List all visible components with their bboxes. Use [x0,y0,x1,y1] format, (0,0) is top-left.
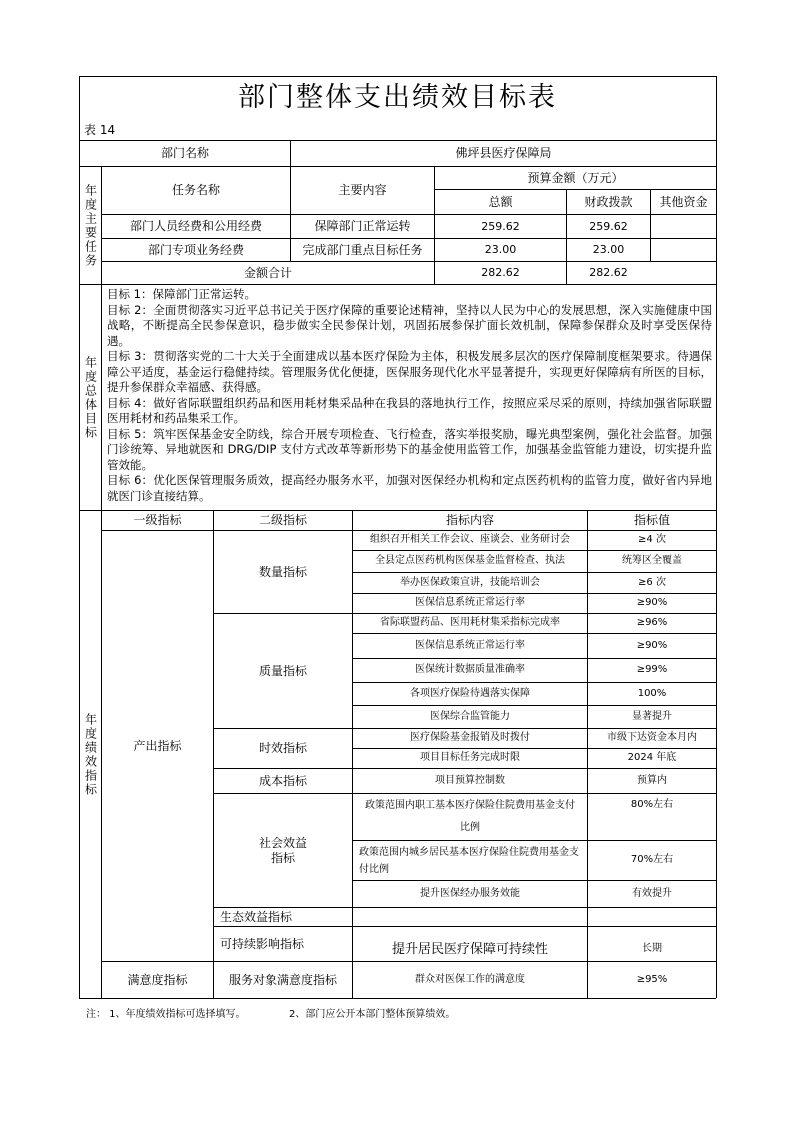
fiscal-header: 财政拨款 [584,194,633,209]
footnote-1: 注： 1、年度绩效指标可选择填写。 [86,1009,246,1020]
indicator-content: 组织召开相关工作会议、座谈会、业务研讨会 [370,534,570,546]
task-other [651,215,716,238]
indicator-value: 预算内 [637,774,667,786]
indicator-value: 市级下达资金本月内 [607,732,697,744]
indicator-value: 有效提升 [632,887,672,899]
indicator-content: 医保综合监管能力 [430,710,510,722]
perf-label: 年度绩效指标 [83,712,98,797]
indicator-content: 医疗保险基金报销及时拨付 [410,732,530,744]
indicator-value: 显著提升 [632,710,672,722]
indicator-value: 统筹区全覆盖 [622,555,682,567]
task-fiscal: 23.00 [592,243,625,257]
indicator-content [353,908,587,926]
sum-fiscal: 282.62 [589,266,628,280]
indicator-value: 2024 年底 [627,752,677,764]
indicator-value: 100% [637,687,667,699]
level1-header: 一级指标 [133,513,182,527]
indicator-value: 80%左右 [630,799,674,811]
indicator-value: ≥4 次 [638,534,666,546]
goal-item: 目标 2：全面贯彻落实习近平总书记关于医疗保障的重要论述精神，坚持以人民为中心的发展思想，深入实施健康中国战略，不断提高全民参保意识，稳步做实全民参保计划，巩固拓展参保扩面长效机制，保障参保群众及时享受医保待遇。 [107,302,712,348]
year-tasks-label: 年度主要任务 [83,183,98,268]
quality-indicator: 质量指标 [258,663,307,678]
goal-item: 目标 4：做好省际联盟组织药品和医用耗材集采品种在我县的落地执行工作，按照应采尽采的原则，持续加强省际联盟医用耗材和药品集采工作。 [107,395,712,425]
content-header: 指标内容 [445,513,494,527]
other-header: 其他资金 [659,194,708,209]
indicator-content: 举办医保政策宣讲，技能培训会 [400,576,540,588]
eco-indicator: 生态效益指标 [220,909,293,924]
indicator-content: 提升居民医疗保障可持续性 [391,941,548,957]
task-total: 259.62 [481,219,520,233]
indicator-value: ≥90% [636,597,668,609]
task-other [651,239,716,261]
indicator-content: 全县定点医药机构医保基金监督检查、执法 [375,555,565,567]
goal-item: 目标 1：保障部门正常运转。 [107,287,256,301]
value-header: 指标值 [633,513,670,527]
indicator-content: 医保信息系统正常运行率 [415,639,525,651]
social-indicator: 社会效益 指标 [258,835,307,865]
dept-name: 佛坪县医疗保障局 [455,146,552,160]
task-content: 保障部门正常运转 [314,219,411,233]
budget-header: 预算金额（万元） [527,170,624,185]
indicator-value: ≥6 次 [638,576,666,588]
sum-label: 金额合计 [243,265,292,280]
goal-item: 目标 6：优化医保管理服务质效，提高经办服务水平，加强对医保经办机构和定点医药机构的监管力度，做好省内异地就医门诊直接结算。 [107,473,712,503]
table-number: 表 14 [84,123,116,137]
indicator-content: 医保统计数据质量准确率 [415,664,525,676]
indicator-value: ≥99% [636,664,668,676]
cost-indicator: 成本指标 [258,773,307,788]
goal-item: 目标 5：筑牢医保基金安全防线，综合开展专项检查、飞行检查，落实举报奖励，曝光典型案例，强化社会监督。加强门诊统筹、异地就医和 DRG/DIP 支付方式改革等新形势下的基金使用监管工作，加强基金监管能力建设，切实提升监管效能。 [107,426,712,472]
indicator-value: ≥95% [636,973,668,985]
task-name: 部门专项业务经费 [147,242,244,257]
goal-item: 目标 3：贯彻落实党的二十大关于全面建成以基本医疗保险为主体，积极发展多层次的医疗保障制度框架要求。待遇保障公平适度，基金运行稳健持续。管理服务优化便捷，医保服务现代化水平显著提升，实现更好保障病有所医的目标，提升参保群众幸福感、获得感。 [107,349,712,394]
indicator-content: 政策范围内职工基本医疗保险住院费用基金支付比例 [365,800,575,833]
sum-total: 282.62 [481,266,520,280]
task-name-header: 任务名称 [171,183,220,197]
main-content-header: 主要内容 [338,183,387,197]
indicator-content: 提升医保经办服务效能 [420,887,520,899]
task-total: 23.00 [484,243,517,257]
indicator-value: 70%左右 [630,854,674,866]
service-satisfaction-indicator: 服务对象满意度指标 [228,972,337,987]
indicator-value [588,908,716,926]
indicator-value: 长期 [642,942,662,954]
task-fiscal: 259.62 [589,219,628,233]
satisfaction-indicator-label: 满意度指标 [127,972,188,987]
total-header: 总额 [488,194,513,209]
goals-text [107,287,712,504]
quantity-indicator: 数量指标 [258,564,307,579]
level2-header: 二级指标 [258,513,307,527]
indicator-value: ≥96% [636,617,668,629]
dept-label: 部门名称 [160,146,209,160]
indicator-content: 省际联盟药品、医用耗材集采指标完成率 [380,617,560,629]
task-content: 完成部门重点目标任务 [302,242,423,257]
page-title: 部门整体支出绩效目标表 [238,82,557,114]
indicator-content: 群众对医保工作的满意度 [415,973,525,985]
indicator-content: 项目预算控制数 [435,774,505,786]
indicator-content: 各项医疗保险待遇落实保障 [410,687,530,699]
timeliness-indicator: 时效指标 [258,741,307,755]
overall-goal-label: 年度总体目标 [83,355,98,440]
sustain-indicator: 可持续影响指标 [220,936,305,951]
indicator-content: 医保信息系统正常运行率 [415,597,525,609]
indicator-value: ≥90% [636,639,668,651]
footnote-2: 2、部门应公开本部门整体预算绩效。 [289,1009,456,1020]
output-indicator-label: 产出指标 [133,738,182,753]
task-name: 部门人员经费和公用经费 [129,219,262,233]
indicator-content: 项目目标任务完成时限 [420,752,520,764]
indicator-content: 政策范围内城乡居民基本医疗保险住院费用基金支付比例 [359,846,579,875]
